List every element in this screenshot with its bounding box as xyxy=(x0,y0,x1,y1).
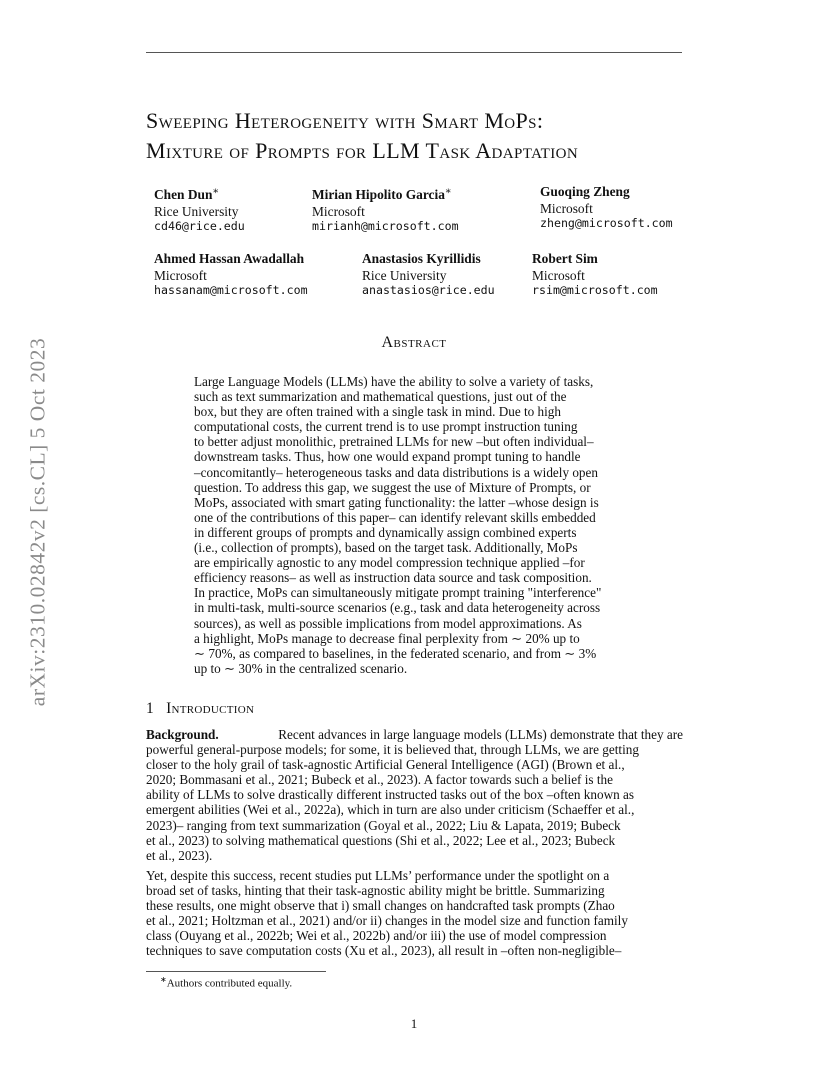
equal-contribution-mark: ∗ xyxy=(444,186,452,197)
arxiv-identifier[interactable]: arXiv:2310.02842v2 [cs.CL] 5 Oct 2023 xyxy=(25,337,50,707)
paragraph-background xyxy=(146,727,683,863)
author-block xyxy=(312,184,459,235)
author-name: Mirian Hipolito Garcia xyxy=(312,187,445,203)
abstract-line: in different groups of prompts and dynamically assign combined experts xyxy=(194,524,577,540)
abstract-line: ∼ 70%, as compared to baselines, in the federated scenario, and from ∼ 3% xyxy=(194,645,597,661)
paper-title xyxy=(146,106,686,166)
body-line: et al., 2023). xyxy=(146,847,213,863)
footnote-rule xyxy=(146,971,326,972)
author-email[interactable]: zheng@microsoft.com xyxy=(540,216,673,230)
abstract-line: computational costs, the current trend is to use prompt instruction tuning xyxy=(194,419,578,435)
author-name: Ahmed Hassan Awadallah xyxy=(154,251,305,266)
abstract-line: MoPs, associated with smart gating functionality: the latter –whose design is xyxy=(194,494,599,510)
section-heading xyxy=(146,700,254,718)
author-block xyxy=(540,184,673,232)
author-affiliation: Rice University xyxy=(362,267,447,283)
body-line: Recent advances in large language models (LLMs) demonstrate that they are xyxy=(278,727,683,742)
body-line-lead xyxy=(146,727,683,742)
author-block xyxy=(154,184,245,235)
author-email[interactable]: anastasios@rice.edu xyxy=(362,283,495,297)
section-number: 1 xyxy=(146,700,155,717)
body-line: et al., 2023) to solving mathematical questions (Shi et al., 2022; Lee et al., 2023; Bubeck xyxy=(146,832,616,848)
footnote xyxy=(160,975,292,990)
author-affiliation: Microsoft xyxy=(540,200,593,216)
body-line: techniques to save computation costs (Xu et al., 2023), all result in –often non-negligible– xyxy=(146,943,622,959)
abstract-line: box, but they are often trained with a single task in mind. Due to high xyxy=(194,404,561,420)
abstract-line: one of the contributions of this paper– can identify relevant skills embedded xyxy=(194,509,596,525)
author-block xyxy=(154,251,308,299)
body-line: these results, one might observe that i) small changes on handcrafted task prompts (Zhao xyxy=(146,898,615,914)
paragraph-yet xyxy=(146,868,683,959)
abstract-heading: Abstract xyxy=(381,334,447,351)
author-affiliation: Microsoft xyxy=(154,267,207,283)
body-line: et al., 2021; Holtzman et al., 2021) and/or ii) changes in the model size and function family xyxy=(146,913,628,929)
paragraph-lead: Background. xyxy=(146,727,219,742)
author-name: Chen Dun xyxy=(154,187,213,203)
body-line: 2020; Bommasani et al., 2021; Bubeck et al., 2023). A factor towards such a belief is the xyxy=(146,772,613,788)
author-email[interactable]: cd46@rice.edu xyxy=(154,219,245,234)
abstract-line: downstream tasks. Thus, how one would expand prompt tuning to handle xyxy=(194,449,581,465)
body-line: class (Ouyang et al., 2022b; Wei et al., 2022b) and/or iii) the use of model compression xyxy=(146,928,607,944)
abstract-line: (i.e., collection of prompts), based on the target task. Additionally, MoPs xyxy=(194,540,578,556)
author-email[interactable]: mirianh@microsoft.com xyxy=(312,219,459,234)
abstract-body xyxy=(194,374,634,676)
abstract-line: are empirically agnostic to any model compression technique applied –for xyxy=(194,555,585,571)
section-title: Introduction xyxy=(166,700,255,717)
author-email[interactable]: rsim@microsoft.com xyxy=(532,283,658,297)
title-line-1: Sweeping Heterogeneity with Smart MoPs: xyxy=(146,108,544,133)
author-affiliation: Microsoft xyxy=(312,203,365,219)
abstract-line: in multi-task, multi-source scenarios (e.g., task and data heterogeneity across xyxy=(194,600,601,616)
body-line: broad set of tasks, hinting that their task-agnostic ability might be brittle. Summarizing xyxy=(146,883,605,899)
abstract-line: Large Language Models (LLMs) have the ability to solve a variety of tasks, xyxy=(194,374,594,389)
abstract-line: efficiency reasons– as well as instruction data source and task composition. xyxy=(194,570,592,586)
author-affiliation: Rice University xyxy=(154,203,239,219)
author-block xyxy=(532,251,658,299)
body-line: powerful general-purpose models; for some, it is believed that, through LLMs, we are getting xyxy=(146,742,639,758)
abstract-line: a highlight, MoPs manage to decrease final perplexity from ∼ 20% up to xyxy=(194,630,580,646)
top-rule xyxy=(146,52,682,53)
author-affiliation: Microsoft xyxy=(532,267,585,283)
body-line: 2023)– ranging from text summarization (Goyal et al., 2022; Liu & Lapata, 2019; Bubeck xyxy=(146,817,621,833)
abstract-line: to better adjust monolithic, pretrained LLMs for new –but often individual– xyxy=(194,434,594,450)
author-email[interactable]: hassanam@microsoft.com xyxy=(154,283,308,297)
author-name: Robert Sim xyxy=(532,251,598,266)
body-line: ability of LLMs to solve drastically different instructed tasks out of the box –often known as xyxy=(146,787,634,803)
body-line: closer to the holy grail of task-agnostic Artificial General Intelligence (AGI) (Brown et al., xyxy=(146,757,625,773)
abstract-line: –concomitantly– heterogeneous tasks and data distributions is a widely open xyxy=(194,464,598,480)
abstract-line: In practice, MoPs can simultaneously mitigate prompt training "interference" xyxy=(194,585,602,601)
body-line: Yet, despite this success, recent studies put LLMs’ performance under the spotlight on a xyxy=(146,868,610,883)
author-block xyxy=(362,251,495,299)
equal-contribution-mark: ∗ xyxy=(212,186,220,197)
abstract-line: such as text summarization and mathematical questions, just out of the xyxy=(194,389,567,405)
author-name: Anastasios Kyrillidis xyxy=(362,251,481,266)
author-name: Guoqing Zheng xyxy=(540,184,630,199)
title-line-2: Mixture of Prompts for LLM Task Adaptation xyxy=(146,138,579,163)
footnote-mark: ∗ xyxy=(160,975,167,984)
body-line: emergent abilities (Wei et al., 2022a), which in turn are also under criticism (Schaeffer et al., xyxy=(146,802,635,818)
footnote-text: Authors contributed equally. xyxy=(166,977,293,990)
abstract-line: sources), as well as possible implications from model approximations. As xyxy=(194,615,582,631)
abstract-line: up to ∼ 30% in the centralized scenario. xyxy=(194,660,408,676)
page-number: 1 xyxy=(410,1016,418,1031)
abstract-line: question. To address this gap, we suggest the use of Mixture of Prompts, or xyxy=(194,479,591,495)
